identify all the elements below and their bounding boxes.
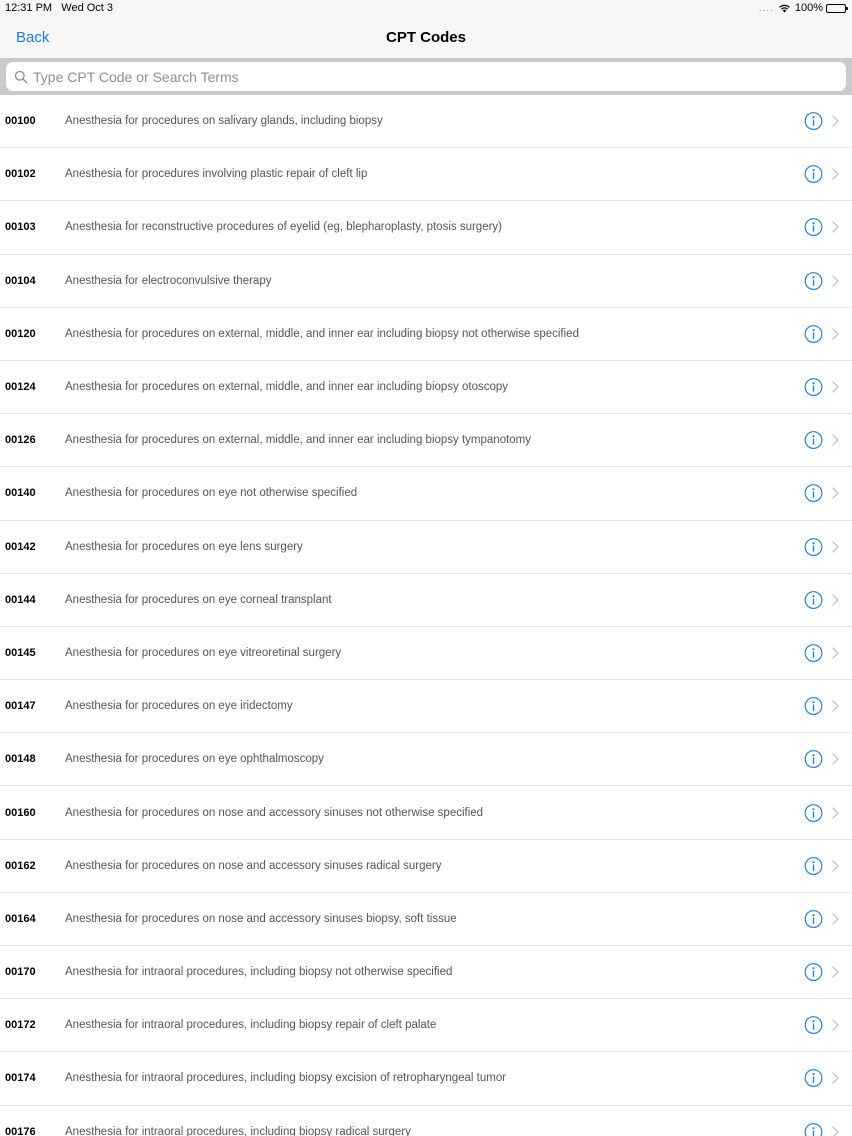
cpt-code: 00176	[5, 1125, 36, 1136]
info-icon[interactable]	[804, 750, 823, 769]
list-item[interactable]	[0, 999, 852, 1052]
info-icon[interactable]	[804, 643, 823, 662]
chevron-right-icon	[832, 221, 839, 233]
cpt-code: 00160	[5, 806, 36, 819]
cpt-code: 00148	[5, 753, 36, 766]
cpt-description: Anesthesia for procedures on nose and accessory sinuses biopsy, soft tissue	[65, 912, 457, 925]
cpt-description: Anesthesia for procedures on eye vitreoretinal surgery	[65, 646, 342, 659]
list-item[interactable]	[0, 255, 852, 308]
list-item[interactable]	[0, 521, 852, 574]
cpt-code: 00162	[5, 859, 36, 872]
list-item[interactable]	[0, 946, 852, 999]
cpt-code: 00102	[5, 168, 36, 181]
cpt-description: Anesthesia for procedures on eye iridectomy	[65, 700, 293, 713]
chevron-right-icon	[832, 1072, 839, 1084]
cpt-code: 00120	[5, 327, 36, 340]
chevron-right-icon	[832, 966, 839, 978]
list-item[interactable]	[0, 680, 852, 733]
cpt-description: Anesthesia for reconstructive procedures of eyelid (eg, blepharoplasty, ptosis surgery)	[65, 221, 503, 234]
cpt-description: Anesthesia for procedures on nose and accessory sinuses radical surgery	[65, 859, 442, 872]
cpt-code: 00147	[5, 700, 36, 713]
cpt-description: Anesthesia for procedures on eye lens surgery	[65, 540, 303, 553]
list-item[interactable]	[0, 1052, 852, 1105]
chevron-right-icon	[832, 594, 839, 606]
cpt-code-list	[0, 95, 852, 1136]
info-icon[interactable]	[804, 909, 823, 928]
chevron-right-icon	[832, 381, 839, 393]
chevron-right-icon	[832, 1126, 839, 1136]
chevron-right-icon	[832, 487, 839, 499]
chevron-right-icon	[832, 434, 839, 446]
info-icon[interactable]	[804, 165, 823, 184]
battery-icon	[826, 4, 846, 13]
status-bar	[0, 0, 852, 17]
chevron-right-icon	[832, 168, 839, 180]
chevron-right-icon	[832, 541, 839, 553]
info-icon[interactable]	[804, 431, 823, 450]
chevron-right-icon	[832, 328, 839, 340]
list-item[interactable]	[0, 467, 852, 520]
info-icon[interactable]	[804, 112, 823, 131]
chevron-right-icon	[832, 115, 839, 127]
info-icon[interactable]	[804, 1122, 823, 1136]
info-icon[interactable]	[804, 537, 823, 556]
info-icon[interactable]	[804, 324, 823, 343]
search-icon	[14, 70, 28, 84]
battery-percentage: 100%	[794, 2, 823, 14]
status-time	[5, 2, 113, 14]
cpt-description: Anesthesia for intraoral procedures, including biopsy repair of cleft palate	[65, 1019, 437, 1032]
cpt-code: 00145	[5, 646, 36, 659]
cpt-description: Anesthesia for procedures on external, middle, and inner ear including biopsy tympanotomy	[65, 434, 532, 447]
cpt-code: 00103	[5, 221, 36, 234]
chevron-right-icon	[832, 913, 839, 925]
cpt-code: 00172	[5, 1019, 36, 1032]
cpt-description: Anesthesia for procedures on external, middle, and inner ear including biopsy otoscopy	[65, 381, 509, 394]
info-icon[interactable]	[804, 590, 823, 609]
cpt-description: Anesthesia for procedures on external, middle, and inner ear including biopsy not otherwise specified	[65, 327, 579, 340]
cpt-description: Anesthesia for procedures on eye corneal transplant	[65, 593, 332, 606]
cpt-code: 00104	[5, 274, 36, 287]
info-icon[interactable]	[804, 271, 823, 290]
status-indicators	[759, 2, 846, 14]
cpt-code: 00142	[5, 540, 36, 553]
status-date-text: Wed Oct 3	[61, 2, 114, 14]
search-field[interactable]	[6, 62, 846, 91]
list-item[interactable]	[0, 308, 852, 361]
list-item[interactable]	[0, 414, 852, 467]
cellular-signal-icon: ....	[758, 2, 774, 14]
list-item[interactable]	[0, 840, 852, 893]
cpt-code: 00126	[5, 434, 36, 447]
status-time-text: 12:31 PM	[5, 2, 53, 14]
search-input[interactable]	[33, 69, 813, 85]
cpt-description: Anesthesia for procedures on eye not otherwise specified	[65, 487, 358, 500]
list-item[interactable]	[0, 733, 852, 786]
navigation-bar	[0, 17, 852, 58]
info-icon[interactable]	[804, 963, 823, 982]
list-item[interactable]	[0, 201, 852, 254]
chevron-right-icon	[832, 753, 839, 765]
chevron-right-icon	[832, 700, 839, 712]
list-item[interactable]	[0, 95, 852, 148]
cpt-description: Anesthesia for electroconvulsive therapy	[65, 274, 272, 287]
info-icon[interactable]	[804, 803, 823, 822]
cpt-code: 00100	[5, 115, 36, 128]
info-icon[interactable]	[804, 218, 823, 237]
list-item[interactable]	[0, 148, 852, 201]
chevron-right-icon	[832, 860, 839, 872]
list-item[interactable]	[0, 1106, 852, 1136]
cpt-description: Anesthesia for procedures on salivary glands, including biopsy	[65, 115, 383, 128]
cpt-code: 00170	[5, 966, 36, 979]
chevron-right-icon	[832, 807, 839, 819]
info-icon[interactable]	[804, 1069, 823, 1088]
cpt-description: Anesthesia for intraoral procedures, including biopsy excision of retropharyngeal tumor	[65, 1072, 507, 1085]
list-item[interactable]	[0, 574, 852, 627]
page-title: CPT Codes	[385, 29, 466, 46]
cpt-code: 00124	[5, 381, 36, 394]
cpt-description: Anesthesia for intraoral procedures, including biopsy not otherwise specified	[65, 966, 453, 979]
cpt-description: Anesthesia for intraoral procedures, including biopsy radical surgery	[65, 1125, 411, 1136]
info-icon[interactable]	[804, 856, 823, 875]
cpt-code: 00144	[5, 593, 36, 606]
cpt-description: Anesthesia for procedures on nose and accessory sinuses not otherwise specified	[65, 806, 484, 819]
info-icon[interactable]	[804, 484, 823, 503]
info-icon[interactable]	[804, 378, 823, 397]
back-button[interactable]: Back	[16, 29, 50, 46]
list-item[interactable]	[0, 786, 852, 839]
info-icon[interactable]	[804, 697, 823, 716]
chevron-right-icon	[832, 647, 839, 659]
info-icon[interactable]	[804, 1016, 823, 1035]
search-bar	[0, 58, 852, 95]
chevron-right-icon	[832, 1019, 839, 1031]
cpt-description: Anesthesia for procedures on eye ophthalmoscopy	[65, 753, 324, 766]
cpt-code: 00174	[5, 1072, 36, 1085]
list-item[interactable]	[0, 627, 852, 680]
list-item[interactable]	[0, 893, 852, 946]
chevron-right-icon	[832, 275, 839, 287]
cpt-code: 00164	[5, 912, 36, 925]
list-item[interactable]	[0, 361, 852, 414]
cpt-description: Anesthesia for procedures involving plastic repair of cleft lip	[65, 168, 368, 181]
wifi-icon	[778, 3, 791, 13]
cpt-code: 00140	[5, 487, 36, 500]
